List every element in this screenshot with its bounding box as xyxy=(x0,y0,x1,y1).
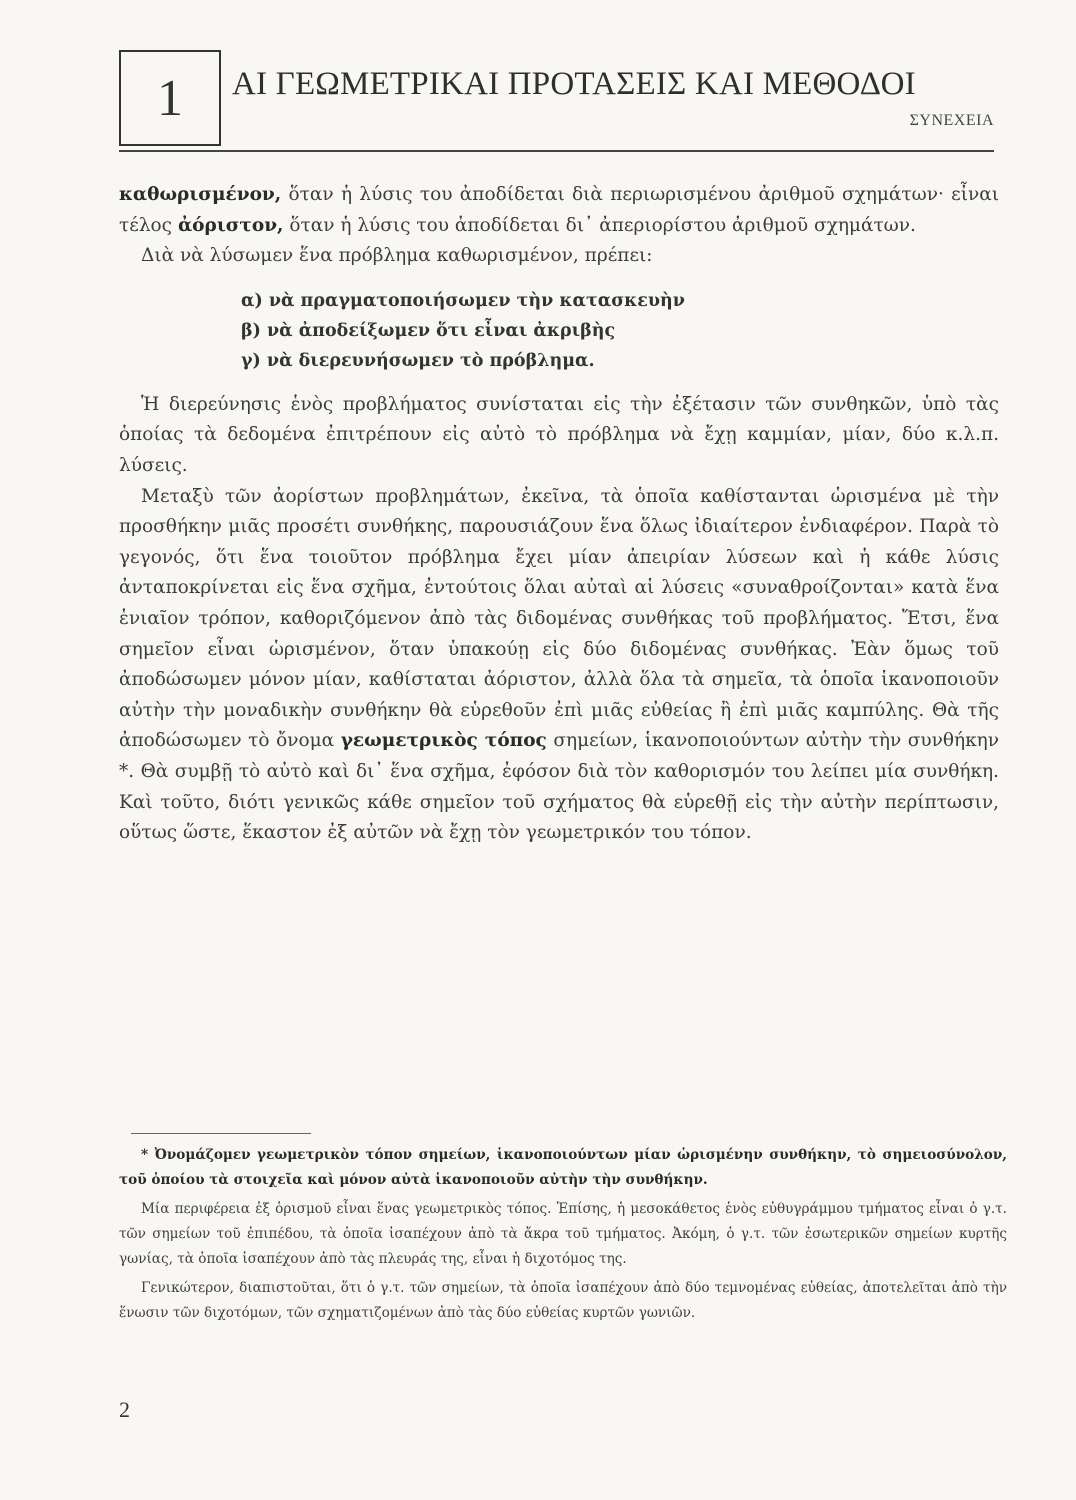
term-defined: καθωρισμένον, xyxy=(119,184,282,205)
paragraph-solve-intro: Διὰ νὰ λύσωμεν ἕνα πρόβλημα καθωρισμένον, πρέπει: xyxy=(141,245,653,267)
chapter-title: ΑΙ ΓΕΩΜΕΤΡΙΚΑΙ ΠΡΟΤΑΣΕΙΣ ΚΑΙ ΜΕΘΟΔΟΙ xyxy=(232,66,916,102)
footnote-examples: Μία περιφέρεια ἐξ ὁρισμοῦ εἶναι ἕνας γεωμετρικὸς τόπος. Ἐπίσης, ἡ μεσοκάθετος ἑνὸς εὐθυγράμμου τμήματος εἶναι ὁ γ.τ. τῶν σημείων τοῦ ἐπιπέδου, τὰ ὁποῖα ἰσαπέχουν ἀπὸ τὰ ἄκρα τοῦ τμήματος. Ἀκόμη, ὁ γ.τ. τῶν ἐσωτερικῶν σημείων κυρτῆς γωνίας, τὰ ὁποῖα ἰσαπέχουν ἀπὸ τὰς πλευράς της, εἶναι ἡ διχοτόμος της. xyxy=(119,1201,1007,1267)
chapter-number-box xyxy=(119,50,221,146)
term-locus: γεωμετρικὸς τόπος xyxy=(340,730,547,752)
chapter-subtitle: ΣΥΝΕΧΕΙΑ xyxy=(909,112,994,129)
text-fragment: ὅταν ἡ λύσις του ἀποδίδεται διὰ περιωρισμένου ἀριθμοῦ σχημάτων· εἶναι τέλος xyxy=(119,184,999,236)
step-item: α) νὰ πραγματοποιήσωμεν τὴν κατασκευὴν xyxy=(241,290,685,311)
text-fragment: σημείων, ἱκανοποιούντων αὐτὴν τὴν συνθήκην *. Θὰ συμβῇ τὸ αὐτὸ καὶ δι᾽ ἕνα σχῆμα, ἐφόσον διὰ τὸν καθορισμόν του λείπει μία συνθήκη. Καὶ τοῦτο, διότι γενικῶς κάθε σημεῖον τοῦ σχήματος θὰ εὑρεθῇ εἰς τὴν αὐτὴν περίπτωσιν, οὕτως ὥστε, ἕκαστον ἐξ αὐτῶν νὰ ἔχῃ τὸν γεωμετρικόν του τόπον. xyxy=(119,730,1000,844)
paragraph-locus xyxy=(119,482,999,849)
footnote-definition: * Ὀνομάζομεν γεωμετρικὸν τόπον σημείων, ἱκανοποιούντων μίαν ὡρισμένην συνθήκην, τὸ σημειοσύνολον, τοῦ ὁποίου τὰ στοιχεῖα καὶ μόνον αὐτὰ ἱκανοποιοῦν αὐτὴν τὴν συνθήκην. xyxy=(119,1147,1007,1188)
solution-steps xyxy=(241,286,999,376)
footnote-rule xyxy=(131,1133,311,1134)
text-fragment: ὅταν ἡ λύσις του ἀποδίδεται δι᾽ ἀπεριορίστου ἀριθμοῦ σχημάτων. xyxy=(283,214,916,236)
main-text xyxy=(119,180,999,849)
text-fragment: Μεταξὺ τῶν ἀορίστων προβλημάτων, ἐκεῖνα, τὰ ὁποῖα καθίστανται ὡρισμένα μὲ τὴν προσθήκην μιᾶς προσέτι συνθήκης, παρουσιάζουν ἕνα ὅλως ἰδιαίτερον ἐνδιαφέρον. Παρὰ τὸ γεγονός, ὅτι ἕνα τοιοῦτον πρόβλημα ἔχει μίαν ἀπειρίαν λύσεων καὶ ἡ κάθε λύσις ἀνταποκρίνεται εἰς ἕνα σχῆμα, ἐντούτοις ὅλαι αὐταὶ αἱ λύσεις «συναθροίζονται» κατὰ ἕνα ἑνιαῖον τρόπον, καθοριζόμενον ἀπὸ τὰς διδομένας συνθήκας τοῦ προβλήματος. Ἔτσι, ἕνα σημεῖον εἶναι ὡρισμένον, ὅταν ὑπακούῃ εἰς δύο διδομένας συνθήκας. Ἐὰν ὅμως τοῦ ἀποδώσωμεν μόνον μίαν, καθίσταται ἀόριστον, ἀλλὰ ὅλα τὰ σημεῖα, τὰ ὁποῖα ἱκανοποιοῦν αὐτὴν τὴν μοναδικὴν συνθήκην θὰ εὑρεθοῦν ἐπὶ μιᾶς εὐθείας ἢ ἐπὶ μιᾶς καμπύλης. Θὰ τῆς ἀποδώσωμεν τὸ ὄνομα xyxy=(119,485,999,752)
header-rule xyxy=(119,150,994,152)
footnotes xyxy=(119,1143,1007,1330)
paragraph-definitions xyxy=(119,180,999,241)
chapter-number: 1 xyxy=(157,69,183,127)
footnote-general: Γενικώτερον, διαπιστοῦται, ὅτι ὁ γ.τ. τῶν σημείων, τὰ ὁποῖα ἰσαπέχουν ἀπὸ δύο τεμνομένας εὐθείας, ἀποτελεῖται ἀπὸ τὴν ἕνωσιν τῶν διχοτόμων, τῶν σχηματιζομένων ἀπὸ τὰς δύο εὐθείας κυρτῶν γωνιῶν. xyxy=(119,1280,1007,1321)
term-indefinite: ἀόριστον, xyxy=(177,214,284,236)
step-item: β) νὰ ἀποδείξωμεν ὅτι εἶναι ἀκριβὴς xyxy=(241,320,616,341)
page-number: 2 xyxy=(119,1397,130,1422)
step-item: γ) νὰ διερευνήσωμεν τὸ πρόβλημα. xyxy=(241,350,595,371)
paragraph-investigation: Ἡ διερεύνησις ἑνὸς προβλήματος συνίσταται εἰς τὴν ἐξέτασιν τῶν συνθηκῶν, ὑπὸ τὰς ὁποίας τὰ δεδομένα ἐπιτρέπουν εἰς αὐτὸ τὸ πρόβλημα νὰ ἔχῃ καμμίαν, μίαν, δύο κ.λ.π. λύσεις. xyxy=(119,393,999,476)
